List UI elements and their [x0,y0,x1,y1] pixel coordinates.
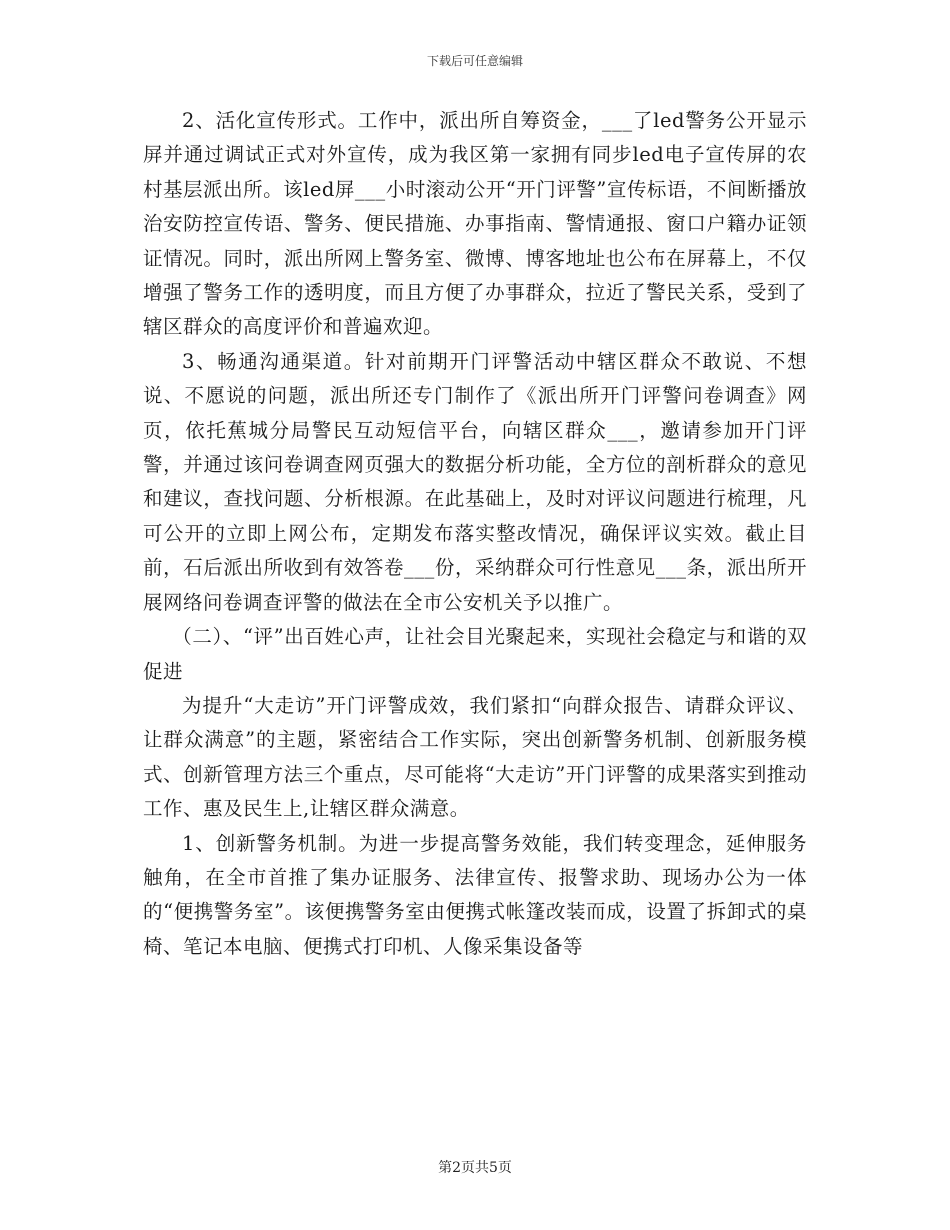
section-heading: （二）、“评”出百姓心声，让社会目光聚起来，实现社会稳定与和谐的双促进 [143,625,807,683]
paragraph-section-intro: 为提升“大走访”开门评警成效，我们紧扣“向群众报告、请群众评议、让群众满意”的主题，紧密结合工作实际，突出创新警务机制、创新服务模式、创新管理方法三个重点，尽可能将“大走访”开门评警的成果落实到推动工作、惠及民生上,让辖区群众满意。 [143,693,807,821]
page-footer: 第2页共5页 [438,1160,512,1176]
paragraph-innovate-mechanism: 1、创新警务机制。为进一步提高警务效能，我们转变理念，延伸服务触角，在全市首推了集办证服务、法律宣传、报警求助、现场办公为一体的“便携警务室”。该便携警务室由便携式帐篷改装而成，设置了拆卸式的桌椅、笔记本电脑、便携式打印机、人像采集设备等 [143,831,807,958]
page-header: 下载后可任意编辑 [426,54,523,68]
document-body [143,104,807,964]
paragraph-publicity-form: 2、活化宣传形式。工作中，派出所自筹资金，___了led警务公开显示屏并通过调试正式对外宣传，成为我区第一家拥有同步led电子宣传屏的农村基层派出所。该led屏___小时滚动公开“开门评警”宣传标语，不间断播放治安防控宣传语、警务、便民措施、办事指南、警情通报、窗口户籍办证领证情况。同时，派出所网上警务室、微博、博客地址也公布在屏幕上，不仅增强了警务工作的透明度，而且方便了办事群众，拉近了警民关系，受到了辖区群众的高度评价和普遍欢迎。 [143,109,807,339]
paragraph-communication-channels: 3、畅通沟通渠道。针对前期开门评警活动中辖区群众不敢说、不想说、不愿说的问题，派出所还专门制作了《派出所开门评警问卷调查》网页，依托蕉城分局警民互动短信平台，向辖区群众___，邀请参加开门评警，并通过该问卷调查网页强大的数据分析功能，全方位的剖析群众的意见和建议，查找问题、分析根源。在此基础上，及时对评议问题进行梳理，凡可公开的立即上网公布，定期发布落实整改情况，确保评议实效。截止目前，石后派出所收到有效答卷___份，采纳群众可行性意见___条，派出所开展网络问卷调查评警的做法在全市公安机关予以推广。 [143,349,807,614]
